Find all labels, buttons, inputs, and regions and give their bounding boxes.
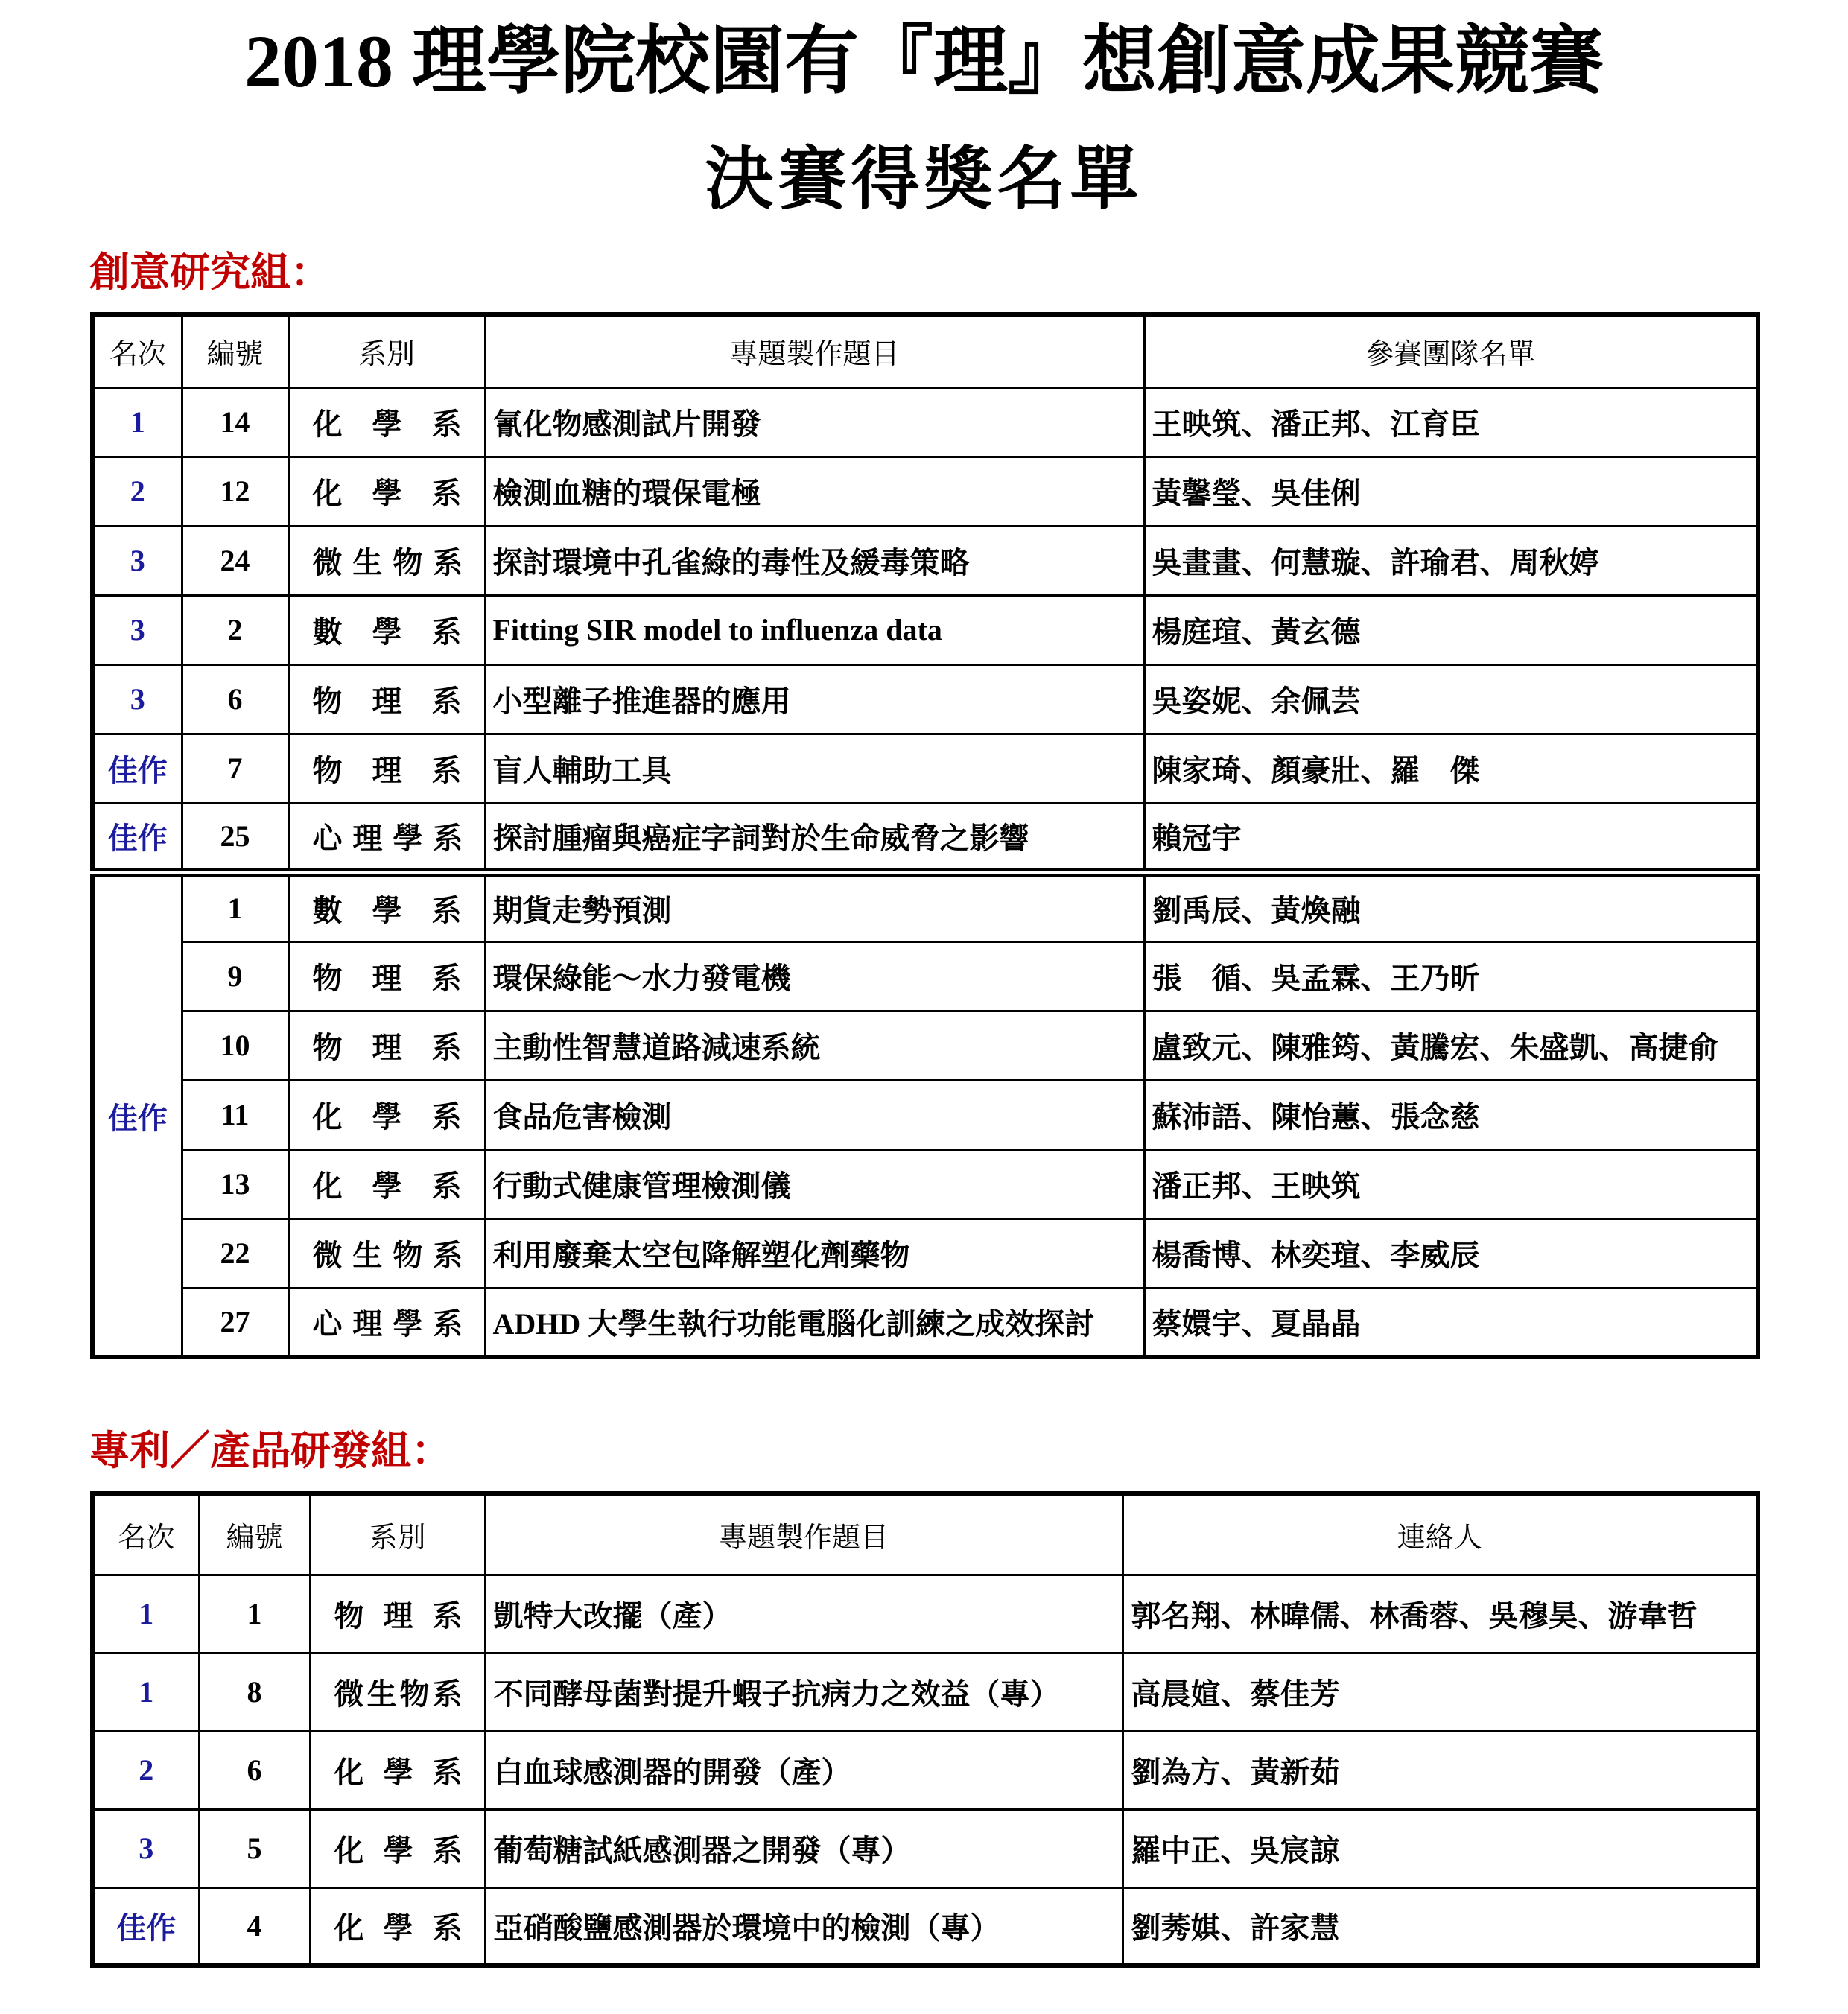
number-cell: 6 — [182, 664, 288, 734]
number-cell: 10 — [182, 1011, 288, 1080]
department-cell — [310, 1809, 485, 1887]
department-cell — [288, 526, 485, 595]
team-cell: 盧致元、陳雅筠、黃騰宏、朱盛凱、高捷俞 — [1144, 1011, 1758, 1080]
department-cell — [288, 1080, 485, 1149]
department-cell — [288, 872, 485, 941]
table-header-row — [92, 1493, 1758, 1575]
table-row — [92, 1219, 1758, 1288]
table-row — [92, 1011, 1758, 1080]
department-cell — [310, 1653, 485, 1731]
topic-cell: 探討腫瘤與癌症字詞對於生命威脅之影響 — [485, 803, 1144, 872]
table-row — [92, 1887, 1758, 1966]
department-cell — [288, 803, 485, 872]
number-cell: 5 — [199, 1809, 310, 1887]
department-cell — [288, 1219, 485, 1288]
department-label: 心 理 學 系 — [312, 1306, 463, 1342]
rank-cell: 3 — [92, 526, 182, 595]
topic-cell: 不同酵母菌對提升蝦子抗病力之效益（專） — [485, 1653, 1123, 1731]
rank-cell: 3 — [92, 664, 182, 734]
team-cell: 賴冠宇 — [1144, 803, 1758, 872]
topic-cell: 小型離子推進器的應用 — [485, 664, 1144, 734]
header-topic: 專題製作題目 — [485, 1493, 1123, 1575]
department-cell — [310, 1575, 485, 1653]
department-label: 化 學 系 — [312, 1099, 462, 1134]
department-label: 化 學 系 — [312, 476, 462, 511]
rank-cell: 1 — [92, 1653, 199, 1731]
topic-cell: 凱特大改擺（產） — [485, 1575, 1123, 1653]
header-rank: 名次 — [92, 1493, 199, 1575]
department-cell — [288, 734, 485, 803]
table-row — [92, 526, 1758, 595]
department-cell — [310, 1731, 485, 1809]
rank-cell: 佳作 — [92, 1887, 199, 1966]
team-cell: 潘正邦、王映筑 — [1144, 1149, 1758, 1219]
header-topic: 專題製作題目 — [485, 314, 1144, 387]
team-cell: 蔡嬛宇、夏晶晶 — [1144, 1288, 1758, 1357]
topic-cell: 葡萄糖試紙感測器之開發（專） — [485, 1809, 1123, 1887]
team-cell: 劉禹辰、黃煥融 — [1144, 872, 1758, 941]
rank-cell: 3 — [92, 1809, 199, 1887]
department-label: 化 學 系 — [334, 1910, 463, 1946]
topic-cell: 檢測血糖的環保電極 — [485, 457, 1144, 526]
table-row — [92, 1288, 1758, 1357]
contact-cell: 高晨媗、蔡佳芳 — [1123, 1653, 1758, 1731]
team-cell: 黃馨瑩、吳佳俐 — [1144, 457, 1758, 526]
rank-cell: 1 — [92, 1575, 199, 1653]
number-cell: 11 — [182, 1080, 288, 1149]
department-cell — [288, 457, 485, 526]
number-cell: 9 — [182, 941, 288, 1011]
department-label: 心 理 學 系 — [312, 820, 463, 856]
table-row — [92, 872, 1758, 941]
number-cell: 6 — [199, 1731, 310, 1809]
creative-research-table — [90, 312, 1760, 1359]
department-label: 數 學 系 — [312, 893, 462, 929]
team-cell: 陳家琦、顏豪壯、羅 傑 — [1144, 734, 1758, 803]
department-cell — [288, 1149, 485, 1219]
number-cell: 22 — [182, 1219, 288, 1288]
topic-cell: 盲人輔助工具 — [485, 734, 1144, 803]
header-department: 系別 — [310, 1493, 485, 1575]
department-label: 數 學 系 — [312, 614, 462, 649]
department-label: 化 學 系 — [312, 407, 462, 442]
number-cell: 14 — [182, 387, 288, 457]
header-number: 編號 — [182, 314, 288, 387]
section-heading-creative-research: 創意研究組： — [89, 248, 331, 296]
topic-cell: 期貨走勢預測 — [485, 872, 1144, 941]
header-team: 參賽團隊名單 — [1144, 314, 1758, 387]
department-label: 物 理 系 — [312, 961, 462, 996]
department-label: 微 生 物 系 — [312, 1238, 463, 1273]
topic-cell: 行動式健康管理檢測儀 — [485, 1149, 1144, 1219]
table-row — [92, 734, 1758, 803]
section-heading-patent-product: 專利／產品研發組： — [89, 1426, 451, 1474]
rank-cell: 佳作 — [92, 803, 182, 872]
number-cell: 24 — [182, 526, 288, 595]
topic-cell: 主動性智慧道路減速系統 — [485, 1011, 1144, 1080]
department-cell — [288, 1288, 485, 1357]
header-rank: 名次 — [92, 314, 182, 387]
table-row — [92, 1080, 1758, 1149]
topic-cell: 環保綠能～水力發電機 — [485, 941, 1144, 1011]
team-cell: 楊喬博、林奕瑄、李威辰 — [1144, 1219, 1758, 1288]
page-title: 2018 理學院校園有『理』想創意成果競賽 — [244, 20, 1604, 103]
topic-cell: 氰化物感測試片開發 — [485, 387, 1144, 457]
rank-cell: 佳作 — [92, 734, 182, 803]
rank-cell: 2 — [92, 1731, 199, 1809]
topic-cell: 探討環境中孔雀綠的毒性及緩毒策略 — [485, 526, 1144, 595]
number-cell: 7 — [182, 734, 288, 803]
table-row — [92, 595, 1758, 664]
department-label: 物 理 系 — [312, 753, 462, 788]
table-row — [92, 1575, 1758, 1653]
table-row — [92, 1149, 1758, 1219]
number-cell: 8 — [199, 1653, 310, 1731]
table-header-row — [92, 314, 1758, 387]
table-row — [92, 664, 1758, 734]
team-cell: 吳姿妮、余佩芸 — [1144, 664, 1758, 734]
topic-cell: 食品危害檢測 — [485, 1080, 1144, 1149]
number-cell: 1 — [199, 1575, 310, 1653]
table-row — [92, 387, 1758, 457]
department-label: 化 學 系 — [334, 1755, 463, 1790]
department-label: 化 學 系 — [312, 1169, 462, 1204]
department-cell — [288, 1011, 485, 1080]
team-cell: 張 循、吳孟霖、王乃昕 — [1144, 941, 1758, 1011]
department-cell — [288, 664, 485, 734]
page-subtitle: 決賽得獎名單 — [705, 142, 1143, 217]
team-cell: 吳畫畫、何慧璇、許瑜君、周秋婷 — [1144, 526, 1758, 595]
department-label: 微生物系 — [334, 1677, 463, 1712]
number-cell: 12 — [182, 457, 288, 526]
topic-cell: 利用廢棄太空包降解塑化劑藥物 — [485, 1219, 1144, 1288]
header-contact: 連絡人 — [1123, 1493, 1758, 1575]
contact-cell: 羅中正、吳宸諒 — [1123, 1809, 1758, 1887]
contact-cell: 郭名翔、林暐儒、林喬蓉、吳穆昊、游韋哲 — [1123, 1575, 1758, 1653]
topic-cell: 亞硝酸鹽感測器於環境中的檢測（專） — [485, 1887, 1123, 1966]
department-cell — [310, 1887, 485, 1966]
header-number: 編號 — [199, 1493, 310, 1575]
contact-cell: 劉為方、黃新茹 — [1123, 1731, 1758, 1809]
department-label: 物 理 系 — [312, 1030, 462, 1065]
topic-cell: Fitting SIR model to influenza data — [485, 595, 1144, 664]
topic-cell: ADHD 大學生執行功能電腦化訓練之成效探討 — [485, 1288, 1144, 1357]
number-cell: 4 — [199, 1887, 310, 1966]
team-cell: 王映筑、潘正邦、江育臣 — [1144, 387, 1758, 457]
number-cell: 1 — [182, 872, 288, 941]
patent-product-table — [90, 1491, 1760, 1968]
number-cell: 27 — [182, 1288, 288, 1357]
honorable-rank-cell: 佳作 — [92, 872, 182, 1357]
table-row — [92, 1731, 1758, 1809]
table-row — [92, 941, 1758, 1011]
number-cell: 25 — [182, 803, 288, 872]
department-cell — [288, 941, 485, 1011]
topic-cell: 白血球感測器的開發（產） — [485, 1731, 1123, 1809]
header-department: 系別 — [288, 314, 485, 387]
department-cell — [288, 595, 485, 664]
table-row — [92, 1809, 1758, 1887]
department-label: 物 理 系 — [312, 684, 462, 719]
table-row — [92, 1653, 1758, 1731]
department-label: 物 理 系 — [334, 1598, 463, 1633]
department-label: 化 學 系 — [334, 1833, 463, 1868]
rank-cell: 3 — [92, 595, 182, 664]
number-cell: 2 — [182, 595, 288, 664]
rank-cell: 1 — [92, 387, 182, 457]
table-row — [92, 803, 1758, 872]
team-cell: 蘇沛語、陳怡蕙、張念慈 — [1144, 1080, 1758, 1149]
contact-cell: 劉莠娸、許家慧 — [1123, 1887, 1758, 1966]
table-row — [92, 457, 1758, 526]
department-cell — [288, 387, 485, 457]
number-cell: 13 — [182, 1149, 288, 1219]
team-cell: 楊庭瑄、黃玄德 — [1144, 595, 1758, 664]
rank-cell: 2 — [92, 457, 182, 526]
department-label: 微 生 物 系 — [312, 545, 463, 580]
